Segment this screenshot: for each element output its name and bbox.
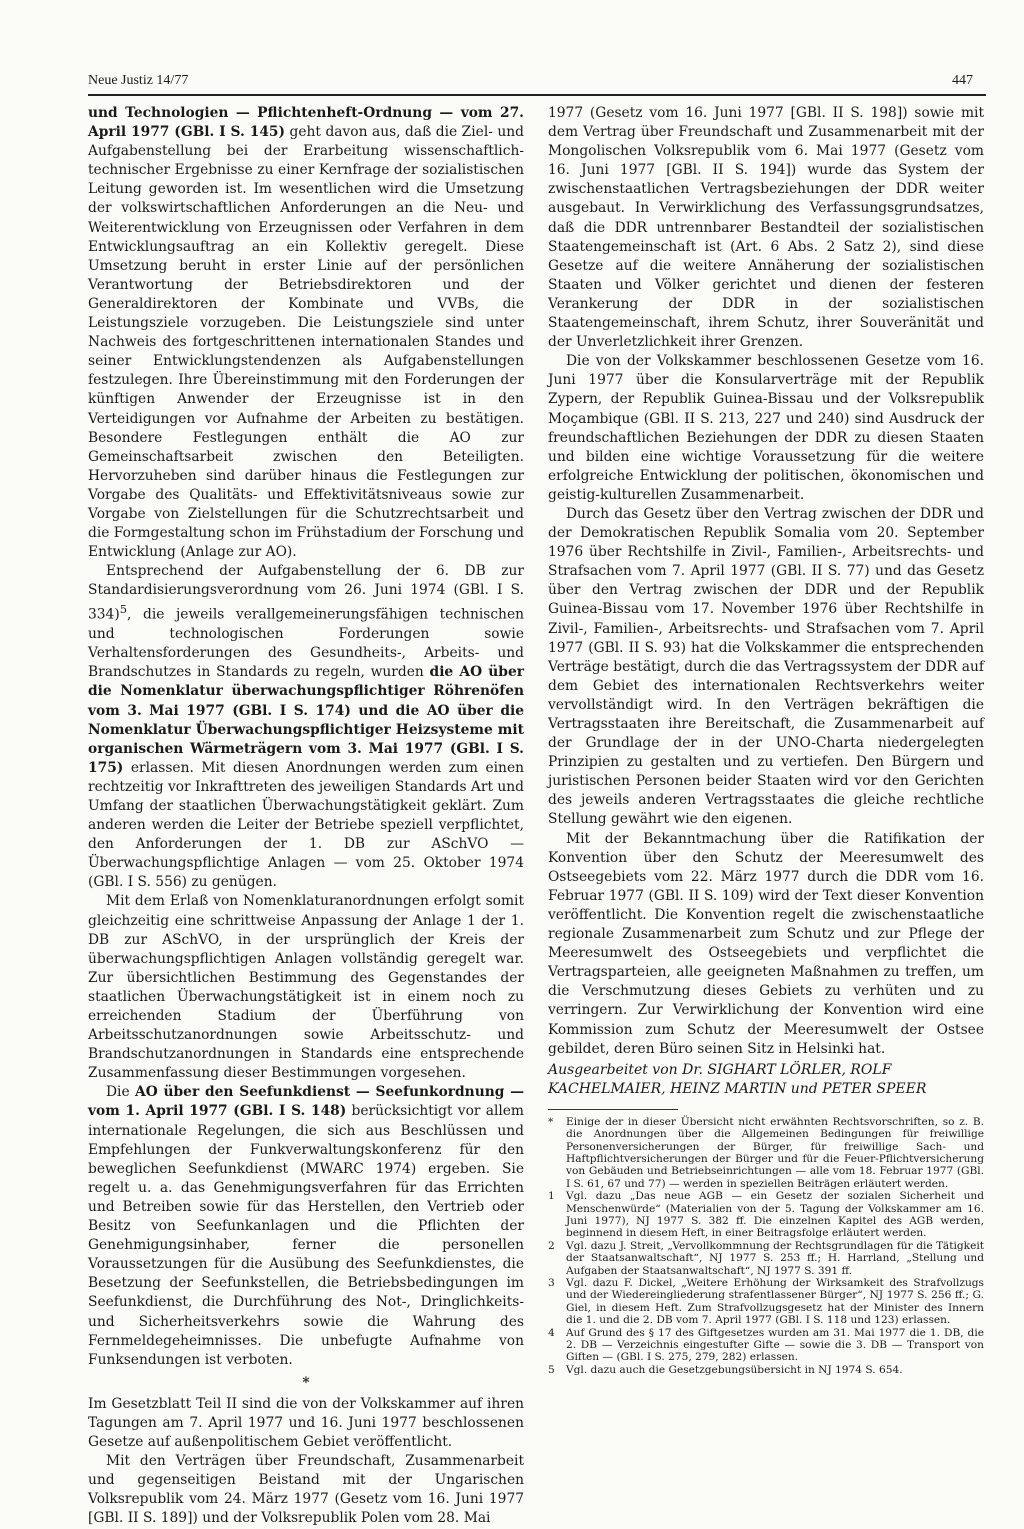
author-credit: Ausgearbeitet von Dr. SIGHART LÖRLER, ROLF KACHELMAIER, HEINZ MARTIN und PETER SPEER <box>548 1061 927 1097</box>
footnote <box>548 1364 984 1376</box>
section-divider-star: * <box>302 1374 310 1391</box>
footnote-text: Auf Grund des § 17 des Giftgesetzes wurden am 31. Mai 1977 die 1. DB, die 2. DB — Verzeichnis eingestufter Gifte — sowie die 3. DB — Transport von Giften — (GBl. I S. 275, 279, 282) erlassen. <box>566 1326 984 1364</box>
footnote-marker: 5 <box>548 1363 555 1376</box>
left-column-paragraph: und Technologien — Pflichtenheft-Ordnung — vom 27. April 1977 (GBl. I S. 145) geht davon aus, daß die Ziel- und Aufgabenstellung bei der Erarbeitung wissenschaftlich-technischer Ergebnisse zu einer Kernfrage der sozialistischen Leitung geworden ist. Im wesentlichen wird die Umsetzung der volkswirtschaftlichen Anforderungen an die Neu- und Weiterentwicklung von Erzeugnissen oder Verfahren in dem Entwicklungsauftrag an ein Kollektiv geregelt. Diese Umsetzung beruht in erster Linie auf der persönlichen Verantwortung der Betriebsdirektoren und der Generaldirektoren der Kombinate und VVBs, die Leistungsziele vorzugeben. Die Leistungsziele sind unter Nachweis des fortgeschrittenen internationalen Standes und seiner Entwicklungstendenzen als Aufgabenstellungen festzulegen. Ihre Übereinstimmung mit den Forderungen der künftigen Anwender der Erzeugnisse ist in den Verteidigungen vor Aufnahme der Arbeiten zu bestätigen. Besondere Festlegungen enthält die AO zur Gemeinschaftsarbeit zwischen den Beteiligten. Hervorzuheben sind darüber hinaus die Festlegungen zur Vorgabe des Qualitäts- und Effektivitätsniveaus sowie zur Vorgabe von Zielstellungen für die Schutzrechtsarbeit und die Formgestaltung schon im Frühstadium der Forschung und Entwicklung (Anlage zur AO). <box>88 105 524 561</box>
footnote-marker: 2 <box>548 1239 555 1252</box>
right-column-paragraph: 1977 (Gesetz vom 16. Juni 1977 [GBl. II S. 198]) sowie mit dem Vertrag über Freundschaft und Zusammenarbeit mit der Mongolischen Volksrepublik vom 6. Mai 1977 (Gesetz vom 16. Juni 1977 [GBl. II S. 194]) wurde das System der zwischenstaatlichen Vertragsbeziehungen der DDR weiter ausgebaut. In Verwirklichung des Verfassungsgrundsatzes, daß die DDR untrennbarer Bestandteil der sozialistischen Staatengemeinschaft ist (Art. 6 Abs. 2 Satz 2), sind diese Gesetze auf die weitere Annäherung der sozialistischen Staaten und Völker gerichtet und dienen der festeren Verankerung der DDR in der sozialistischen Staatengemeinschaft, ihrem Schutz, ihrer Souveränität und der Unverletzlichkeit ihrer Grenzen. <box>548 105 984 351</box>
running-header-journal: Neue Justiz 14/77 <box>88 73 189 88</box>
footnotes <box>548 1116 984 1377</box>
footnote-marker: 3 <box>548 1276 555 1289</box>
right-column-paragraph: Die von der Volkskammer beschlossenen Gesetze vom 16. Juni 1977 über die Konsularverträge mit der Republik Zypern, der Republik Guinea-Bissau und der Volksrepublik Moçambique (GBl. II S. 213, 227 und 240) sind Ausdruck der freundschaftlichen Beziehungen der DDR zu diesen Staaten und bilden eine wichtige Voraussetzung für die weitere erfolgreiche Entwicklung der politischen, ökonomischen und geistig-kulturellen Zusammenarbeit. <box>548 353 984 503</box>
left-column-paragraph: Entsprechend der Aufgabenstellung der 6. DB zur Standardisierungsverordnung vom 26. Juni 1974 (GBl. I S. 334)$^5$, die jeweils verallgemeinerungsfähigen technischen und technologischen Forderungen sowie Verhaltensforderungen des Gesundheits-, Arbeits- und Brandschutzes in Standards zu regeln, wurden die AO über die Nomenklatur überwachungspflichtiger Röhrenöfen vom 3. Mai 1977 (GBl. I S. 174) und die AO über die Nomenklatur Überwachungspflichtiger Heizsysteme mit organischen Wärmeträgern vom 3. Mai 1977 (GBl. I S. 175) erlassen. Mit diesen Anordnungen werden zum einen rechtzeitig vor Inkrafttreten des jeweiligen Standards Art und Umfang der staatlichen Überwachungstätigkeit geklärt. Zum anderen werden die Leiter der Betriebe speziell verpflichtet, den Anforderungen der 1. DB zur ASchVO — Überwachungspflichtige Anlagen — vom 25. Oktober 1974 (GBl. I S. 556) zu genügen. <box>88 563 525 891</box>
left-column-paragraph: Mit den Verträgen über Freundschaft, Zusammenarbeit und gegenseitigen Beistand mit der Ungarischen Volksrepublik vom 24. März 1977 (Gesetz vom 16. Juni 1977 [GBl. II S. 189]) und der Volksrepublik Polen vom 28. Mai <box>88 1453 524 1527</box>
footnote <box>548 1190 984 1240</box>
footnote-text: Einige der in dieser Übersicht nicht erwähnten Rechtsvorschriften, so z. B. die Anordnungen über die Allgemeinen Bedingungen für freiwillige Personenversicherungen der Bürger, für freiwillige Sach- und Haftpflichtversicherungen der Bürger und für die Feuer-Pflichtversicherung von Gebäuden und Betriebseinrichtungen — alle vom 18. Februar 1977 (GBl. I S. 61, 67 und 77) — werden in speziellen Beiträgen erläutert werden. <box>566 1115 984 1190</box>
right-column-body <box>548 104 984 1059</box>
footnote-text: Vgl. dazu auch die Gesetzgebungsübersicht in NJ 1974 S. 654. <box>566 1363 903 1376</box>
footnote-marker: * <box>548 1115 554 1128</box>
right-column <box>548 104 984 1376</box>
left-column-paragraph: Im Gesetzblatt Teil II sind die von der Volkskammer auf ihren Tagungen am 7. April 1977 und 16. Juni 1977 beschlossenen Gesetze auf außenpolitischem Gebiet veröffentlicht. <box>88 1395 524 1451</box>
footnote-text: Vgl. dazu „Das neue AGB — ein Gesetz der sozialen Sicherheit und Menschenwürde“ (Materialien von der 5. Tagung der Volkskammer am 16. Juni 1977), NJ 1977 S. 382 ff. Die einzelnen Kapitel des AGB werden, beginnend in diesem Heft, in einer Beitragsfolge erläutert werden. <box>566 1190 984 1240</box>
footnote-marker: 1 <box>548 1190 555 1203</box>
footnote-text: Vgl. dazu J. Streit, „Vervollkommnung der Rechtsgrundlagen für die Tätigkeit der Staatsanwaltschaft“, NJ 1977 S. 253 ff.; H. Harrland, „Stellung und Aufgaben der Staatsanwaltschaft“, NJ 1977 S. 391 ff. <box>566 1239 984 1277</box>
left-column-paragraph: Mit dem Erlaß von Nomenklaturanordnungen erfolgt somit gleichzeitig eine schrittweise Anpassung der Anlage 1 der 1. DB zur ASchVO, in der ursprünglich der Kreis der überwachungspflichtigen Anlagen vollständig geregelt war. Zur übersichtlichen Bestimmung des Gegenstandes der staatlichen Überwachungstätigkeit ist in einem noch zu erreichenden Stadium der Überführung von Arbeitsschutzanordnungen sowie Arbeitsschutz- und Brandschutzanordnungen in Standards eine entsprechende Zusammenfassung dieser Bestimmungen vorgesehen. <box>88 893 524 1082</box>
right-column-paragraph: Mit der Bekanntmachung über die Ratifikation der Konvention über den Schutz der Meeresumwelt des Ostseegebiets vom 22. März 1977 durch die DDR vom 16. Februar 1977 (GBl. II S. 109) wird der Text dieser Konvention veröffentlicht. Die Konvention regelt die zwischenstaatliche regionale Zusammenarbeit zum Schutz und zur Pflege der Meeresumwelt des Ostseegebiets und verpflichtet die Vertragsparteien, alle geeigneten Maßnahmen zu treffen, um die Verschmutzung dieses Gebiets zu verhüten und zu verringern. Zur Verwirklichung der Konvention wird eine Kommission zum Schutz der Meeresumwelt der Ostsee gebildet, deren Büro seinen Sitz in Helsinki hat. <box>548 830 984 1057</box>
right-column-paragraph: Durch das Gesetz über den Vertrag zwischen der DDR und der Demokratischen Republik Somalia vom 20. September 1976 über Rechtshilfe in Zivil-, Familien-, Arbeitsrechts- und Strafsachen vom 7. April 1977 (GBl. II S. 77) und das Gesetz über den Vertrag zwischen der DDR und der Republik Guinea-Bissau vom 17. November 1976 über Rechtshilfe in Zivil-, Familien-, Arbeitsrechts- und Strafsachen vom 7. April 1977 (GBl. II S. 93) hat die Volkskammer die entsprechenden Verträge bestätigt, durch die das Vertragssystem der DDR auf dem Gebiet des internationalen Rechtsverkehrs weiter vervollständigt wird. In den Verträgen bekräftigen die Vertragsstaaten ihre Bereitschaft, die Zusammenarbeit auf der Grundlage der in der UNO-Charta niedergelegten Prinzipien zu gestalten und zu vertiefen. Den Bürgern und juristischen Personen beider Staaten wird vor den Gerichten des jeweils anderen Vertragsstaates die gleiche rechtliche Stellung gewährt wie den eigenen. <box>548 505 984 828</box>
footnote-text: Vgl. dazu F. Dickel, „Weitere Erhöhung der Wirksamkeit des Strafvollzugs und der Wiedereingliederung strafentlassener Bürger“, NJ 1977 S. 256 ff.; G. Giel, in diesem Heft. Zum Strafvollzugsgesetz hat der Minister des Innern die 1. und die 2. DB vom 7. April 1977 (GBl. I S. 118 und 123) erlassen. <box>566 1276 984 1327</box>
page-number: 447 <box>952 73 973 88</box>
left-column-paragraph: Die AO über den Seefunkdienst — Seefunkordnung — vom 1. April 1977 (GBl. I S. 148) berücksichtigt vor allem internationale Regelungen, die sich aus Beschlüssen und Empfehlungen der Funkverwaltungskonferenz für den beweglichen Seefunkdienst (MWARC 1974) ergeben. Sie regelt u. a. das Genehmigungsverfahren für das Errichten und Betreiben sowie für das Herstellen, den Vertrieb oder Besitz von Seefunkanlagen und die Pflichten der Genehmigungsinhaber, ferner die personellen Voraussetzungen für die Ausübung des Seefunkdienstes, die Besetzung der Seefunkstellen, die Betriebsbedingungen im Seefunkdienst, die Durchführung des Not-, Dringlichkeits- und Sicherheitsverkehrs sowie die Wahrung des Fernmeldegeheimnisses. Die unbefugte Aufnahme von Funksendungen ist verboten. <box>88 1084 525 1368</box>
footnote <box>548 1240 984 1277</box>
footnote <box>548 1277 984 1327</box>
footnote <box>548 1116 984 1190</box>
footnote-marker: 4 <box>548 1326 555 1339</box>
header-rule <box>88 94 986 96</box>
footnote-separator <box>548 1109 678 1110</box>
footnote <box>548 1327 984 1364</box>
left-column <box>88 104 524 1529</box>
